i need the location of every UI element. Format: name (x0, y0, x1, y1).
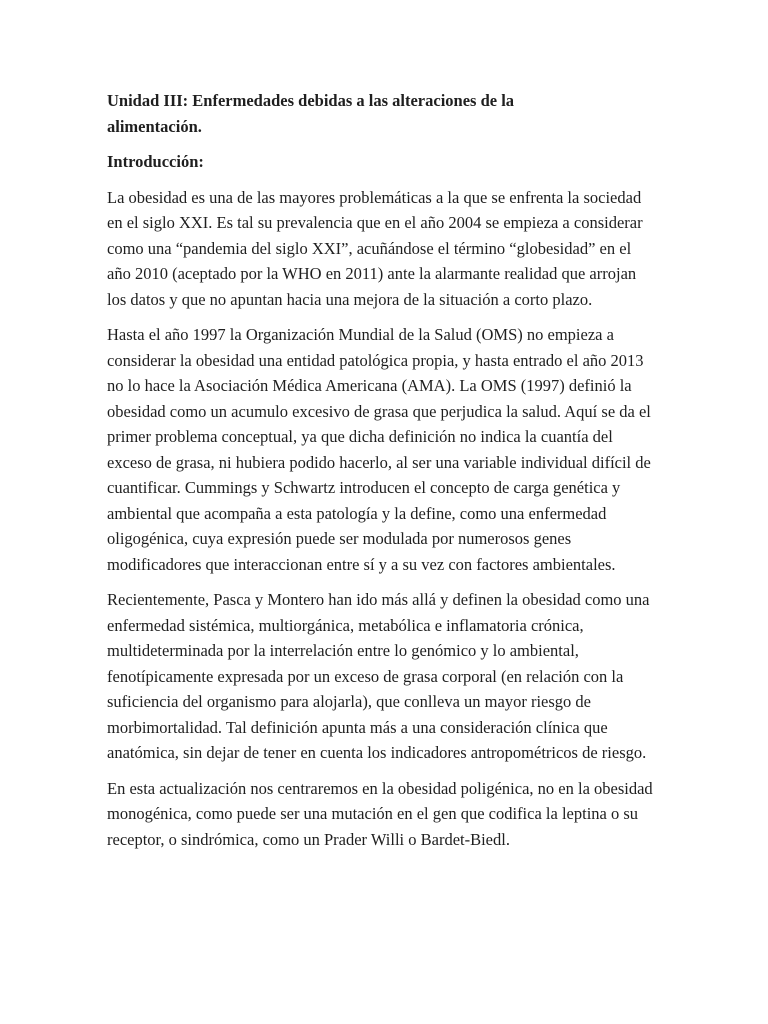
document-title: Unidad III: Enfermedades debidas a las alteraciones de la alimentación. (107, 91, 515, 136)
document-page (107, 88, 659, 862)
paragraph: En esta actualización nos centraremos en la obesidad poligénica, no en la obesidad monogénica, como puede ser una mutación en el gen que codifica la leptina o su receptor, o sindrómica, como un Prader Willi o Bardet-Biedl. (107, 778, 653, 849)
paragraph: La obesidad es una de las mayores problemáticas a la que se enfrenta la sociedad en el siglo XXI. Es tal su prevalencia que en el año 2004 se empieza a considerar como una “pandemia del siglo XXI”, acuñándose el término “globesidad” en el año 2010 (aceptado por la WHO en 2011) ante la alarmante realidad que arrojan los datos y que no apuntan hacia una mejora de la situación a corto plazo. (107, 187, 643, 309)
paragraph: Hasta el año 1997 la Organización Mundial de la Salud (OMS) no empieza a considerar la obesidad una entidad patológica propia, y hasta entrado el año 2013 no lo hace la Asociación Médica Americana (AMA). La OMS (1997) definió la obesidad como un acumulo excesivo de grasa que perjudica la salud. Aquí se da el primer problema conceptual, ya que dicha definición no indica la cuantía del exceso de grasa, ni hubiera podido hacerlo, al ser una variable individual difícil de cuantificar. Cummings y Schwartz introducen el concepto de carga genética y ambiental que acompaña a esta patología y la define, como una enfermedad oligogénica, cuya expresión puede ser modulada por numerosos genes modificadores que interaccionan entre sí y a su vez con factores ambientales. (107, 325, 651, 574)
section-heading: Introducción: (107, 152, 204, 171)
paragraph: Recientemente, Pasca y Montero han ido más allá y definen la obesidad como una enfermedad sistémica, multiorgánica, metabólica e inflamatoria crónica, multideterminada por la interrelación entre lo genómico y lo ambiental, fenotípicamente expresada por un exceso de grasa corporal (en relación con la suficiencia del organismo para alojarla), que conlleva un mayor riesgo de morbimortalidad. Tal definición apunta más a una consideración clínica que anatómica, sin dejar de tener en cuenta los indicadores antropométricos de riesgo. (107, 590, 650, 762)
